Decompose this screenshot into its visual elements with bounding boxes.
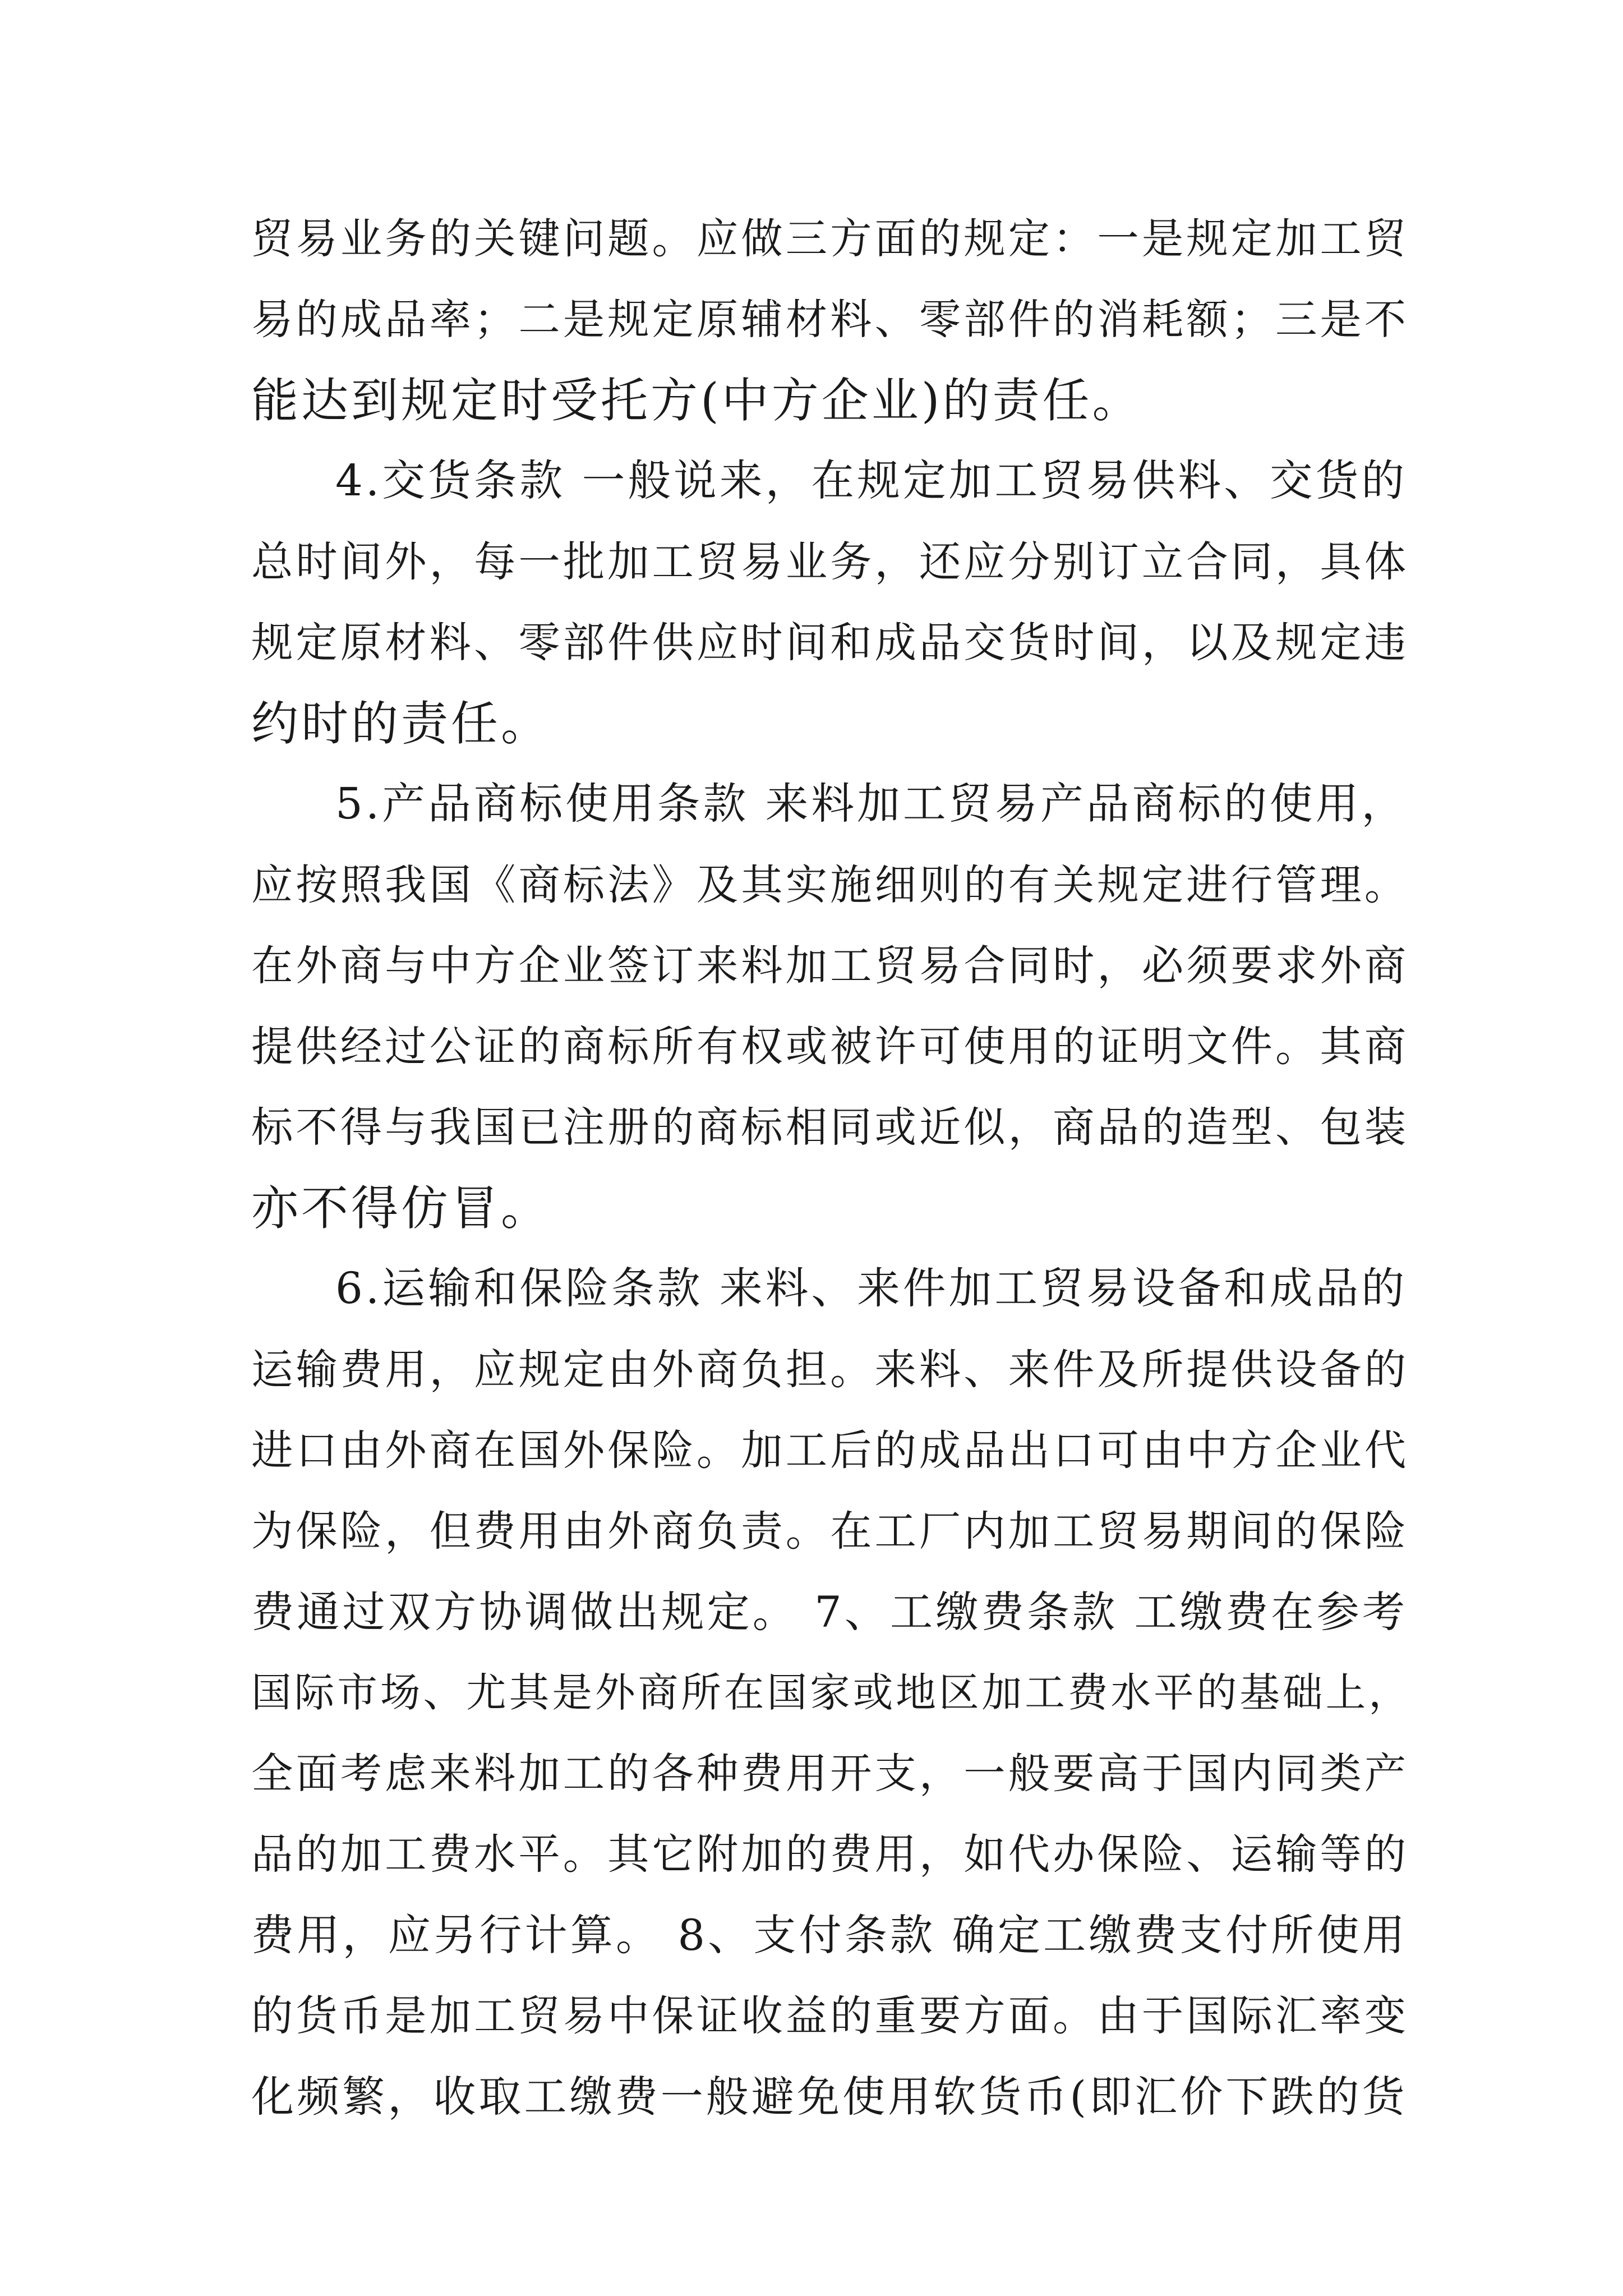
clause-4-heading-line: 4.交货条款 一般说来，在规定加工贸易供料、交货的 — [335, 456, 1408, 506]
text-line: 提供经过公证的商标所有权或被许可使用的证明文件。其商 — [251, 1022, 1409, 1071]
text-line: 能达到规定时受托方(中方企业)的责任。 — [251, 373, 1142, 428]
body-text — [251, 199, 1412, 2137]
text-line: 费用，应另行计算。 8、支付条款 确定工缴费支付所使用 — [251, 1910, 1408, 1960]
text-line: 贸易业务的关键问题。应做三方面的规定：一是规定加工贸 — [251, 214, 1409, 263]
text-line: 全面考虑来料加工的各种费用开支，一般要高于国内同类产 — [251, 1749, 1409, 1798]
text-line: 品的加工费水平。其它附加的费用，如代办保险、运输等的 — [251, 1830, 1409, 1879]
text-line: 的货币是加工贸易中保证收益的重要方面。由于国际汇率变 — [251, 1991, 1409, 2040]
text-line: 易的成品率；二是规定原辅材料、零部件的消耗额；三是不 — [251, 295, 1409, 344]
text-line: 运输费用，应规定由外商负担。来料、来件及所提供设备的 — [251, 1345, 1409, 1394]
text-line: 亦不得仿冒。 — [251, 1181, 551, 1236]
text-line: 约时的责任。 — [251, 696, 551, 751]
text-line: 应按照我国《商标法》及其实施细则的有关规定进行管理。 — [251, 861, 1409, 909]
text-line: 规定原材料、零部件供应时间和成品交货时间，以及规定违 — [251, 618, 1409, 667]
text-line: 为保险，但费用由外商负责。在工厂内加工贸易期间的保险 — [251, 1507, 1409, 1556]
text-line: 标不得与我国已注册的商标相同或近似，商品的造型、包装 — [251, 1103, 1409, 1152]
text-line: 进口由外商在国外保险。加工后的成品出口可由中方企业代 — [251, 1426, 1409, 1475]
text-line: 在外商与中方企业签订来料加工贸易合同时，必须要求外商 — [251, 941, 1409, 990]
text-line: 总时间外，每一批加工贸易业务，还应分别订立合同，具体 — [251, 537, 1409, 586]
text-line: 费通过双方协调做出规定。 7、工缴费条款 工缴费在参考 — [251, 1587, 1408, 1637]
text-line: 化频繁，收取工缴费一般避免使用软货币(即汇价下跌的货 — [251, 2072, 1408, 2122]
clause-6-heading-line: 6.运输和保险条款 来料、来件加工贸易设备和成品的 — [335, 1264, 1408, 1314]
clause-5-heading-line: 5.产品商标使用条款 来料加工贸易产品商标的使用， — [335, 779, 1408, 829]
text-line: 国际市场、尤其是外商所在国家或地区加工费水平的基础上， — [251, 1669, 1412, 1716]
